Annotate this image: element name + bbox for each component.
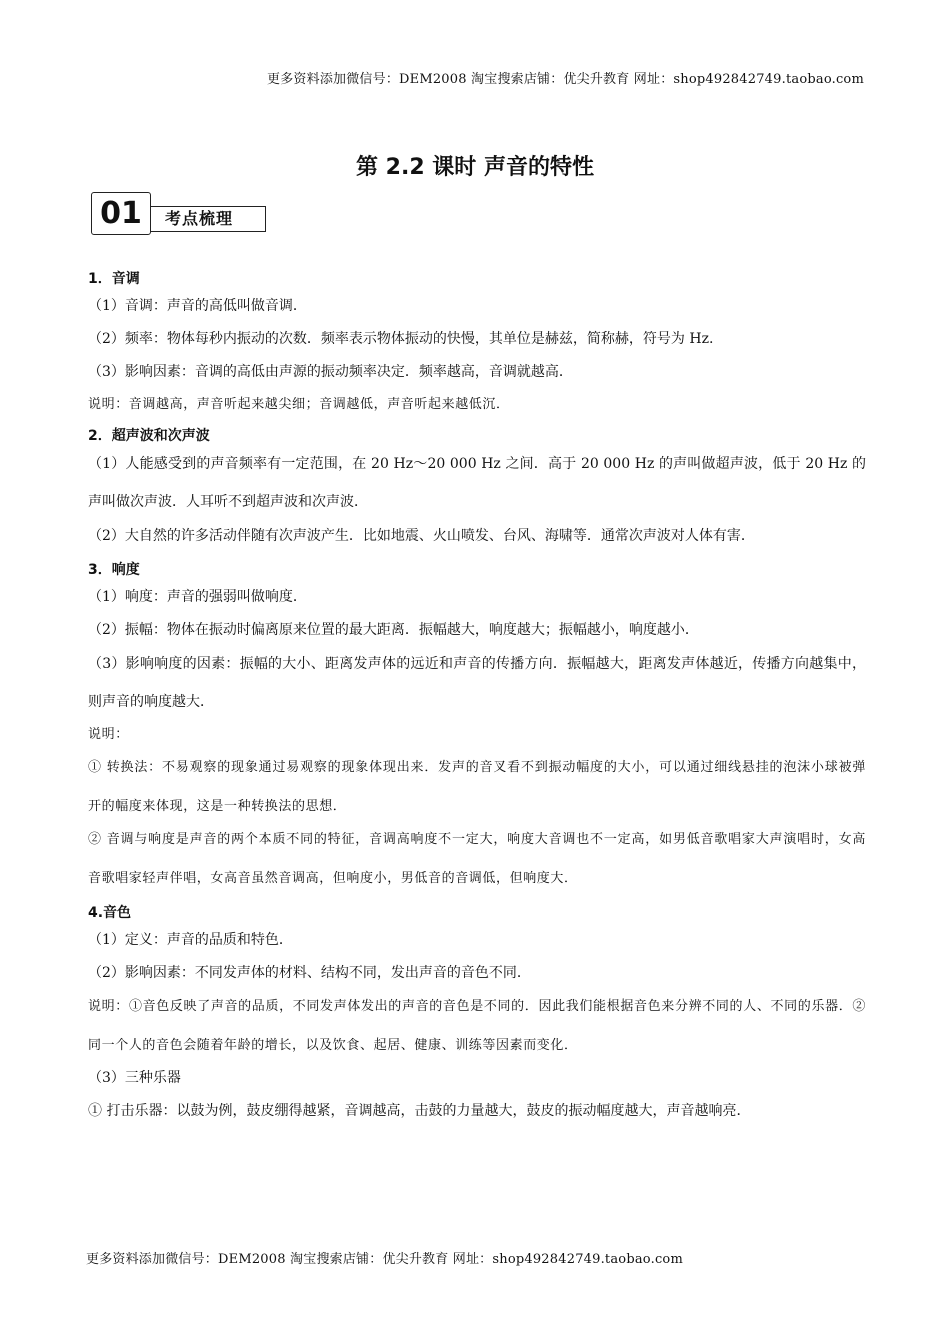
paragraph: （2）振幅：物体在振动时偏离原来位置的最大距离．振幅越大，响度越大；振幅越小，响度越小． bbox=[88, 622, 699, 638]
paragraph: （3）影响因素：音调的高低由声源的振动频率决定．频率越高，音调就越高． bbox=[88, 364, 573, 380]
note: 说明：音调越高，声音听起来越尖细；音调越低，声音听起来越低沉． bbox=[88, 397, 510, 412]
section-badge bbox=[91, 192, 271, 236]
paragraph: （3）影响响度的因素：振幅的大小、距离发声体的远近和声音的传播方向．振幅越大，距离发声体越近，传播方向越集中，则声音的响度越大． bbox=[88, 656, 866, 710]
document-body bbox=[88, 264, 866, 1134]
heading-timbre: 4.音色 bbox=[88, 905, 132, 921]
paragraph: （2）频率：物体每秒内振动的次数．频率表示物体振动的快慢，其单位是赫兹，简称赫，符号为 Hz. bbox=[88, 331, 714, 347]
paragraph: （2）大自然的许多活动伴随有次声波产生．比如地震、火山喷发、台风、海啸等．通常次声波对人体有害． bbox=[88, 528, 755, 544]
page-title: 第 2.2 课时 声音的特性 bbox=[356, 155, 594, 180]
paragraph: （1）人能感受到的声音频率有一定范围，在 20 Hz～20 000 Hz 之间．高于 20 000 Hz 的声叫做超声波，低于 20 Hz 的声叫做次声波．人耳听不到超声波和次声波． bbox=[88, 456, 866, 510]
heading-pitch: 1．音调 bbox=[88, 271, 140, 287]
page-footer: 更多资料添加微信号：DEM2008 淘宝搜索店铺：优尖升教育 网址：shop492842749.taobao.com bbox=[86, 1252, 683, 1267]
heading-loudness: 3．响度 bbox=[88, 562, 140, 578]
page-header: 更多资料添加微信号：DEM2008 淘宝搜索店铺：优尖升教育 网址：shop492842749.taobao.com bbox=[267, 72, 864, 87]
paragraph: （3）三种乐器 bbox=[88, 1070, 181, 1086]
paragraph: ① 打击乐器：以鼓为例，鼓皮绷得越紧，音调越高，击鼓的力量越大，鼓皮的振动幅度越大，声音越响亮． bbox=[88, 1103, 751, 1119]
paragraph: （1）响度：声音的强弱叫做响度． bbox=[88, 589, 307, 605]
note: ① 转换法：不易观察的现象通过易观察的现象体现出来．发声的音叉看不到振动幅度的大小，可以通过细线悬挂的泡沫小球被弹开的幅度来体现，这是一种转换法的思想． bbox=[88, 760, 866, 814]
badge-number: 01 bbox=[91, 192, 151, 235]
heading-ultrasound: 2．超声波和次声波 bbox=[88, 428, 210, 444]
badge-label: 考点梳理 bbox=[151, 206, 266, 232]
note: 说明：①音色反映了声音的品质，不同发声体发出的声音的音色是不同的．因此我们能根据音色来分辨不同的人、不同的乐器．②同一个人的音色会随着年龄的增长，以及饮食、起居、健康、训练等因素而变化． bbox=[88, 999, 866, 1053]
paragraph: （1）音调：声音的高低叫做音调． bbox=[88, 298, 307, 314]
paragraph: （2）影响因素：不同发声体的材料、结构不同，发出声音的音色不同． bbox=[88, 965, 531, 981]
paragraph: （1）定义：声音的品质和特色． bbox=[88, 932, 293, 948]
note: ② 音调与响度是声音的两个本质不同的特征，音调高响度不一定大，响度大音调也不一定高，如男低音歌唱家大声演唱时，女高音歌唱家轻声伴唱，女高音虽然音调高，但响度小，男低音的音调低，但响度大． bbox=[88, 832, 866, 886]
note-label: 说明： bbox=[88, 727, 129, 742]
